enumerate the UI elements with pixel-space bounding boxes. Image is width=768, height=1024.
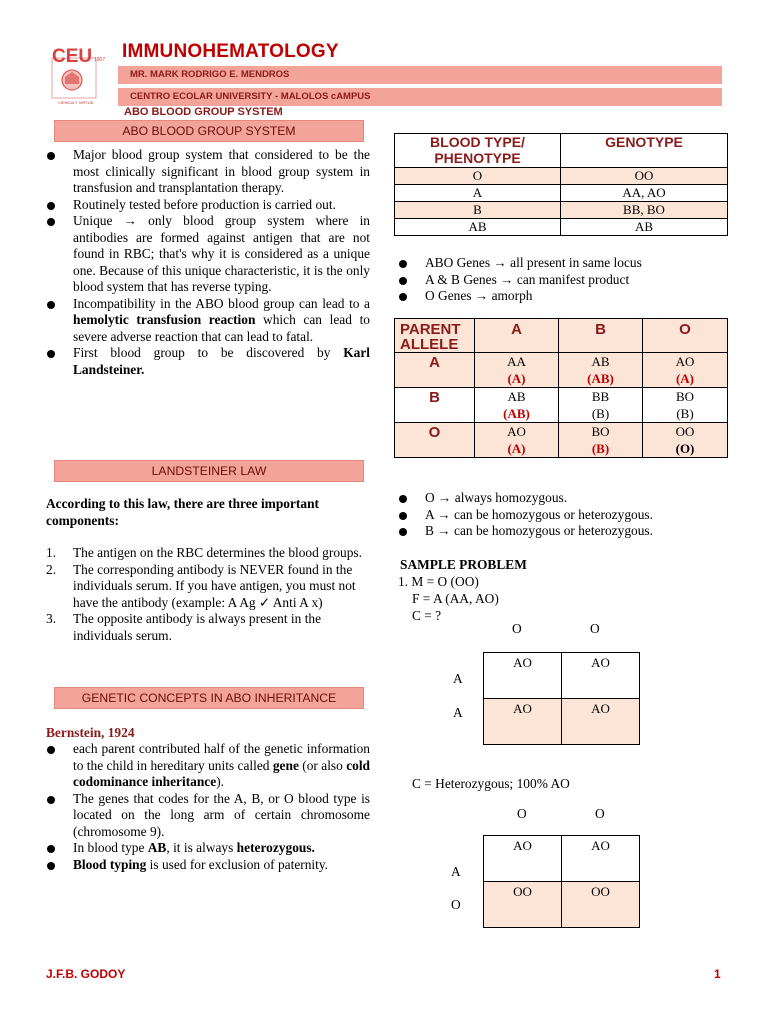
table-row: B BB, BO [395,202,728,219]
table-row: AB AB [395,219,728,236]
table-header: GENOTYPE [561,134,728,168]
punnett2-top-allele: O [595,806,605,821]
section-landsteiner-heading: LANDSTEINER LAW [54,460,364,482]
sample-result: C = Heterozygous; 100% AO [412,776,570,791]
landsteiner-list [46,545,370,644]
list-item: A → can be homozygous or heterozygous. [398,507,728,524]
list-item: 1. The antigen on the RBC determines the blood groups. [46,545,362,560]
punnett1-top-allele: O [512,621,522,636]
punnett2-top-allele: O [517,806,527,821]
punnett2-side-allele: A [451,864,461,879]
list-item: O → always homozygous. [398,490,728,507]
logo-text: CEU [52,46,93,67]
page-subtitle: ABO BLOOD GROUP SYSTEM [124,106,283,118]
table-row: AO AO [484,836,640,882]
section-abo-heading: ABO BLOOD GROUP SYSTEM [54,120,364,142]
list-item: Blood typing is used for exclusion of paternity. [46,857,370,874]
table-row: OO OO [484,882,640,928]
table-header: B [559,319,643,353]
list-item: The genes that codes for the A, B, or O blood type is located on the long arm of certain chromosome (chromosome 9). [46,791,370,841]
sample-problem-heading: SAMPLE PROBLEM [400,557,527,572]
sample-child: C = ? [412,608,442,623]
zygosity-bullet-list [398,490,728,540]
punnett-square-2 [483,835,640,928]
table-row: A AA, AO [395,185,728,202]
page-number: 1 [714,967,721,981]
sample-mother: 1. M = O (OO) [398,574,479,589]
table-header: BLOOD TYPE/ PHENOTYPE [395,134,561,168]
punnett1-side-allele: A [453,671,463,686]
list-item: Incompatibility in the ABO blood group can lead to a hemolytic transfusion reaction which can lead to severe adverse reaction that can lead to fatal. [46,296,370,346]
bernstein-author: Bernstein, 1924 [46,725,135,740]
gene-bullet-list [398,255,728,305]
punnett2-side-allele: O [451,897,461,912]
list-item: 3. The opposite antibody is always present in the individuals serum. [46,611,322,643]
punnett1-top-allele: O [590,621,600,636]
list-item: B → can be homozygous or heterozygous. [398,523,728,540]
footer-author: J.F.B. GODOY [46,967,126,981]
list-item: ABO Genes → all present in same locus [398,255,728,272]
list-item: A & B Genes → can manifest product [398,272,728,289]
table-row: B AB (AB) BB (B) BO (B) [395,388,728,423]
table-row: O OO [395,168,728,185]
table-row: A AA (A) AB (AB) AO (A) [395,353,728,388]
logo-year: 1907 [94,57,106,63]
genotype-table [394,133,728,236]
abo-bullet-list [46,147,370,378]
list-item: In blood type AB, it is always heterozygous. [46,840,370,857]
list-item: Major blood group system that considered to be the most clinically significant in blood group system in transfusion and transplantation therapy. [46,147,370,197]
ceu-logo [48,44,110,108]
parent-allele-table [394,318,728,458]
list-item: Routinely tested before production is carried out. [46,197,370,214]
section-genetic-heading: GENETIC CONCEPTS IN ABO INHERITANCE [54,687,364,709]
campus-band: CENTRO ECOLAR UNIVERSITY - MALOLOS cAMPUS [118,88,722,106]
list-item: First blood group to be discovered by Karl Landsteiner. [46,345,370,378]
instructor-band: MR. MARK RODRIGO E. MENDROS [118,66,722,84]
punnett-square-1 [483,652,640,745]
sample-father: F = A (AA, AO) [412,591,499,606]
table-row: AO AO [484,699,640,745]
logo-motto: CIENCIA Y VIRTUD [58,100,94,105]
list-item: O Genes → amorph [398,288,728,305]
table-header: PARENT ALLELE [395,319,475,353]
table-row: O AO (A) BO (B) OO (O) [395,423,728,458]
table-row: AO AO [484,653,640,699]
list-item: Unique → only blood group system where in antibodies are formed against antigen that are not found in RBC; that's why it is considered as a unique one. Because of this unique characteristic, it is the only blood system that has reverse typing. [46,213,370,296]
list-item: each parent contributed half of the genetic information to the child in hereditary units called gene (or also cold codominance inheritance). [46,741,370,791]
landsteiner-intro: According to this law, there are three important components: [46,496,319,528]
table-header: O [643,319,728,353]
page-title: IMMUNOHEMATOLOGY [122,41,339,62]
punnett1-side-allele: A [453,705,463,720]
genetic-bullet-list [46,741,370,873]
list-item: 2. The corresponding antibody is NEVER found in the individuals serum. If you have antigen, you must not have the antibody (example: A Ag ✓ Anti A x) [46,561,356,610]
table-header: A [475,319,559,353]
